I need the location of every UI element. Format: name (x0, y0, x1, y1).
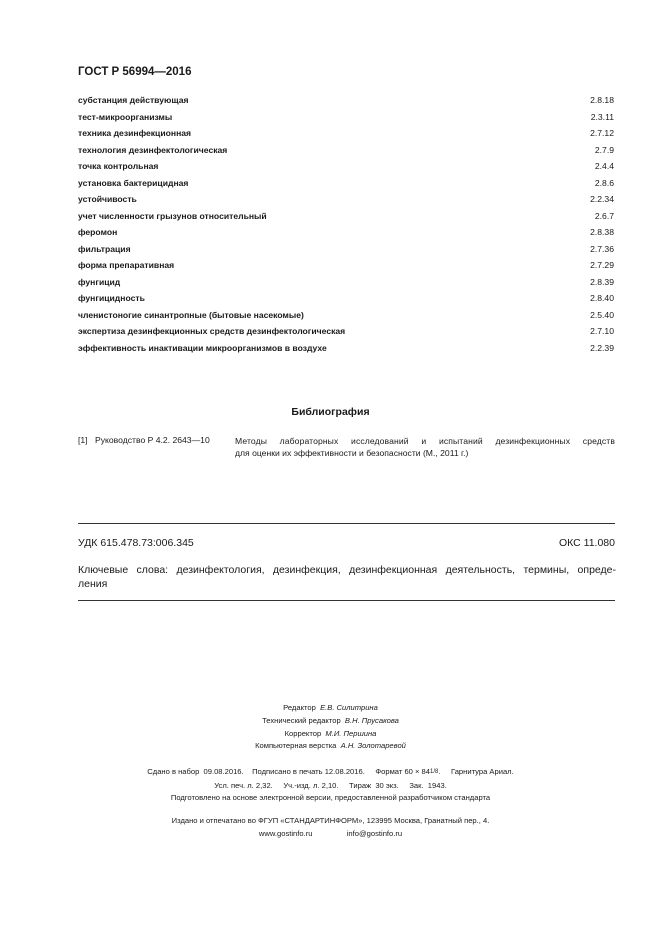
index-row (78, 177, 614, 194)
corrector-line (0, 729, 661, 738)
index-term: технология дезинфектологическая (78, 144, 228, 155)
index-term: тест-микроорганизмы (78, 111, 173, 122)
bibliography-item-number: [1] (78, 435, 88, 445)
index-ref: 2.8.40 (590, 293, 614, 303)
bibliography-item-document: Руководство Р 4.2. 2643—10 (95, 435, 210, 445)
email-link[interactable]: info@gostinfo.ru (346, 829, 403, 838)
print-details-end: . Гарнитура Ариал. (438, 767, 514, 776)
index-row (78, 193, 614, 210)
index-ref: 2.8.18 (590, 95, 614, 105)
index-ref: 2.8.38 (590, 227, 614, 237)
bibliography-item-text (235, 435, 615, 459)
website-link[interactable]: www.gostinfo.ru (258, 829, 313, 838)
index-term: установка бактерицидная (78, 177, 189, 188)
bibliography-title: Библиография (291, 406, 370, 418)
index-ref: 2.2.34 (590, 194, 614, 204)
index-term: экспертиза дезинфекционных средств дезинфектологическая (78, 326, 346, 336)
index-ref: 2.7.12 (590, 128, 614, 138)
format-fraction: 1/8 (430, 769, 439, 775)
index-row (78, 210, 614, 227)
print-stats-line (0, 781, 661, 790)
index-row (78, 309, 614, 326)
print-details: Сдано в набор 09.08.2016. Подписано в печать 12.08.2016. Формат 60 × 84 (147, 767, 431, 776)
layout-label: Компьютерная верстка (255, 741, 337, 750)
index-ref: 2.3.11 (590, 111, 614, 122)
index-ref: 2.7.36 (590, 243, 614, 254)
index-row (78, 111, 614, 128)
publisher-line (0, 816, 661, 825)
index-ref: 2.7.10 (590, 326, 614, 336)
index-row (78, 160, 614, 177)
term-index (78, 94, 614, 358)
divider-top (78, 523, 615, 524)
index-row (78, 325, 614, 342)
keywords-line: ления (78, 578, 108, 590)
index-row (78, 292, 614, 309)
index-term: устойчивость (78, 194, 137, 204)
layout-line (0, 741, 661, 750)
tech-editor-name: В.Н. Прусакова (344, 716, 399, 725)
oks-code: ОКС 11.080 (558, 537, 615, 549)
index-term: форма препаративная (78, 260, 175, 270)
document-code: ГОСТ Р 56994—2016 (78, 66, 192, 78)
keywords (78, 563, 616, 591)
index-ref: 2.7.9 (594, 144, 614, 155)
index-row (78, 144, 614, 161)
divider-bottom (78, 600, 615, 601)
index-row (78, 276, 614, 293)
index-ref: 2.7.29 (590, 260, 614, 270)
corrector-name: М.И. Першина (325, 729, 377, 738)
index-ref: 2.8.6 (594, 177, 614, 188)
index-ref: 2.8.39 (590, 276, 614, 287)
index-ref: 2.6.7 (594, 210, 614, 221)
index-term: учет численности грызунов относительный (78, 210, 267, 221)
index-term: фунгицид (78, 276, 121, 287)
corrector-label: Корректор (284, 729, 322, 738)
index-term: эффективность инактивации микроорганизмов в воздухе (78, 342, 327, 353)
index-row (78, 243, 614, 260)
publisher-text: Издано и отпечатано во ФГУП «СТАНДАРТИНФОРМ», 123995 Москва, Гранатный пер., 4. (171, 816, 490, 825)
print-stats: Усл. печ. л. 2,32. Уч.-изд. л. 2,10. Тираж 30 экз. Зак. 1943. (214, 781, 447, 790)
index-term: техника дезинфекционная (78, 128, 192, 138)
prepared-note-text: Подготовлено на основе электронной версии, предоставленной разработчиком стандарта (170, 793, 491, 802)
index-term: субстанция действующая (78, 95, 189, 105)
index-ref: 2.4.4 (594, 161, 614, 171)
index-ref: 2.5.40 (590, 309, 614, 320)
index-term: точка контрольная (78, 161, 159, 171)
editor-name: Е.В. Силитрина (320, 703, 378, 712)
index-term: фильтрация (78, 243, 131, 254)
index-row (78, 226, 614, 243)
layout-name: А.Н. Золотаревой (340, 741, 406, 750)
prepared-note (0, 793, 661, 802)
keywords-line: Ключевые слова: дезинфектология, дезинфекция, дезинфекционная деятельность, термины, опреде- (78, 564, 616, 576)
index-row (78, 127, 614, 144)
index-ref: 2.2.39 (590, 342, 614, 353)
index-term: членистоногие синантропные (бытовые насекомые) (78, 309, 304, 320)
index-row (78, 94, 614, 111)
tech-editor-line (0, 716, 661, 725)
editor-line (0, 703, 661, 712)
index-term: фунгицидность (78, 293, 145, 303)
contacts-line (0, 829, 661, 838)
bibliography-text-line: Методы лабораторных исследований и испытаний дезинфекционных средств (235, 436, 615, 446)
tech-editor-label: Технический редактор (262, 716, 341, 725)
index-term: феромон (78, 227, 118, 237)
udk-code: УДК 615.478.73:006.345 (78, 537, 194, 549)
print-details-line (0, 767, 661, 776)
index-row (78, 342, 614, 359)
editor-label: Редактор (283, 703, 316, 712)
bibliography-text-line: для оценки их эффективности и безопасности (М., 2011 г.) (235, 448, 469, 458)
index-row (78, 259, 614, 276)
